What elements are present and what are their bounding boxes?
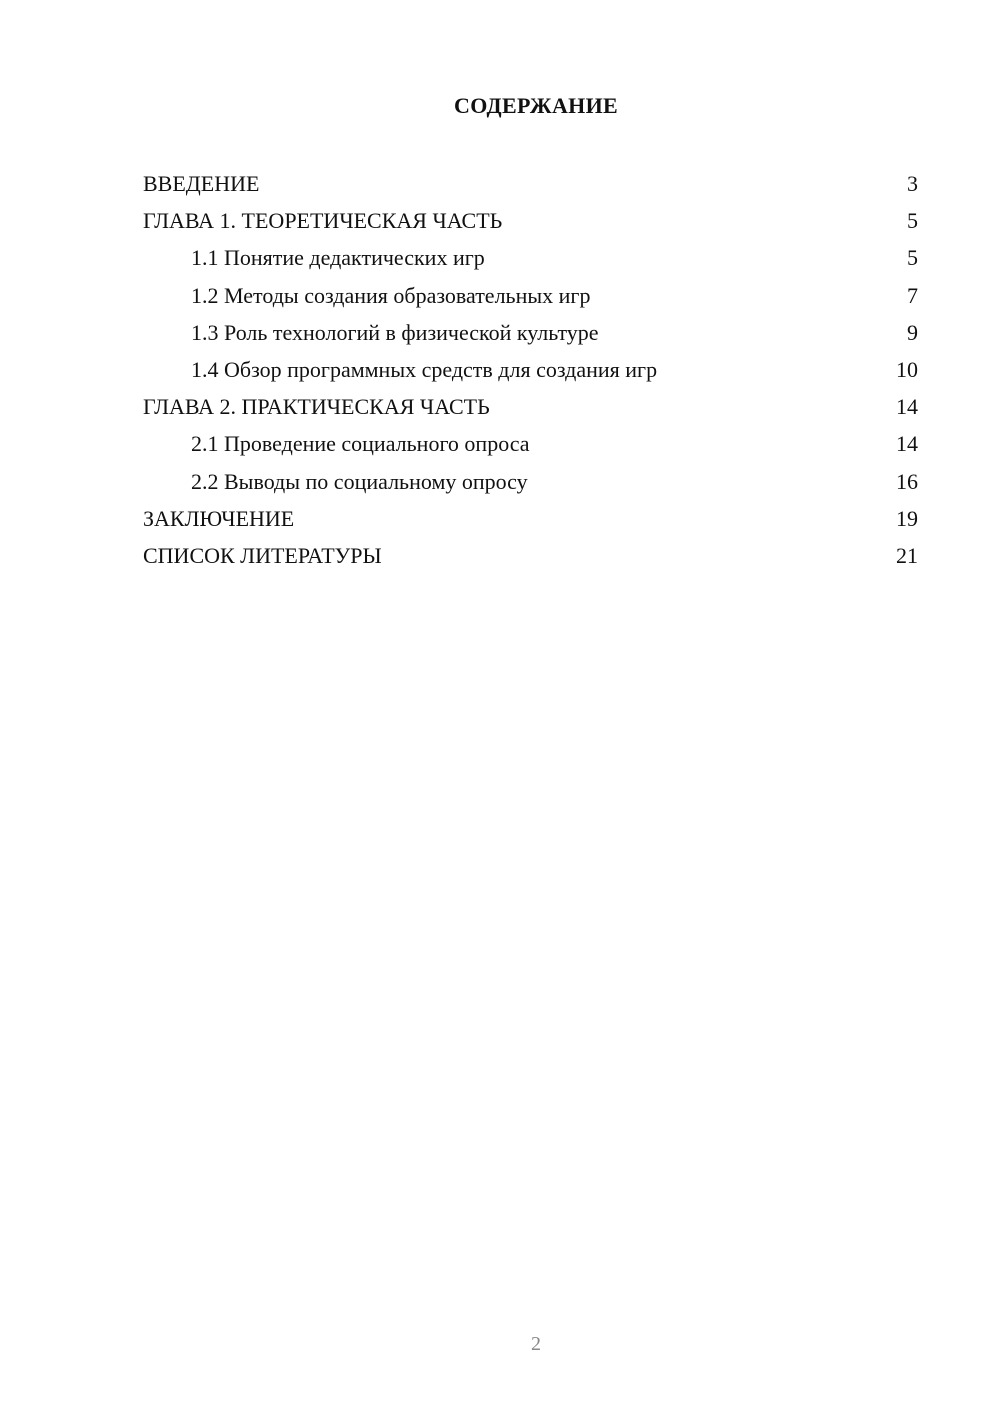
- toc-entry-section-2-1: [143, 425, 918, 462]
- toc-entry-title: 1.1 Понятие дедактических игр: [191, 245, 485, 271]
- toc-entry-references: [143, 537, 918, 574]
- table-of-contents: [143, 165, 918, 574]
- toc-entry-introduction: [143, 165, 918, 202]
- toc-entry-section-1-1: [143, 239, 918, 276]
- toc-entry-page: 21: [896, 542, 918, 568]
- toc-entry-section-1-2: [143, 277, 918, 314]
- toc-entry-page: 9: [907, 319, 918, 345]
- toc-entry-title: ГЛАВА 2. ПРАКТИЧЕСКАЯ ЧАСТЬ: [143, 394, 490, 420]
- toc-entry-page: 7: [907, 282, 918, 308]
- toc-entry-page: 5: [907, 245, 918, 271]
- toc-entry-page: 19: [896, 505, 918, 531]
- toc-entry-title: ЗАКЛЮЧЕНИЕ: [143, 505, 295, 531]
- toc-entry-section-1-4: [143, 351, 918, 388]
- toc-entry-page: 16: [896, 468, 918, 494]
- toc-entry-title: СПИСОК ЛИТЕРАТУРЫ: [143, 542, 382, 568]
- toc-entry-page: 10: [896, 356, 918, 382]
- toc-entry-chapter-1: [143, 202, 918, 239]
- toc-entry-title: 1.2 Методы создания образовательных игр: [191, 282, 591, 308]
- toc-entry-title: 1.3 Роль технологий в физической культуре: [191, 319, 599, 345]
- toc-entry-page: 3: [907, 171, 918, 196]
- toc-entry-title: ВВЕДЕНИЕ: [143, 171, 260, 196]
- toc-entry-title: 1.4 Обзор программных средств для создания игр: [191, 356, 658, 382]
- toc-entry-section-1-3: [143, 314, 918, 351]
- toc-entry-section-2-2: [143, 463, 918, 500]
- toc-entry-chapter-2: [143, 388, 918, 425]
- toc-entry-conclusion: [143, 500, 918, 537]
- toc-entry-title: 2.1 Проведение социального опроса: [191, 431, 530, 457]
- toc-entry-page: 5: [907, 208, 918, 234]
- toc-entry-title: 2.2 Выводы по социальному опросу: [191, 468, 528, 494]
- page-title: СОДЕРЖАНИЕ: [454, 93, 618, 118]
- toc-entry-title: ГЛАВА 1. ТЕОРЕТИЧЕСКАЯ ЧАСТЬ: [143, 208, 503, 234]
- page-number: 2: [531, 1333, 541, 1355]
- toc-entry-page: 14: [896, 431, 918, 457]
- toc-entry-page: 14: [896, 394, 918, 420]
